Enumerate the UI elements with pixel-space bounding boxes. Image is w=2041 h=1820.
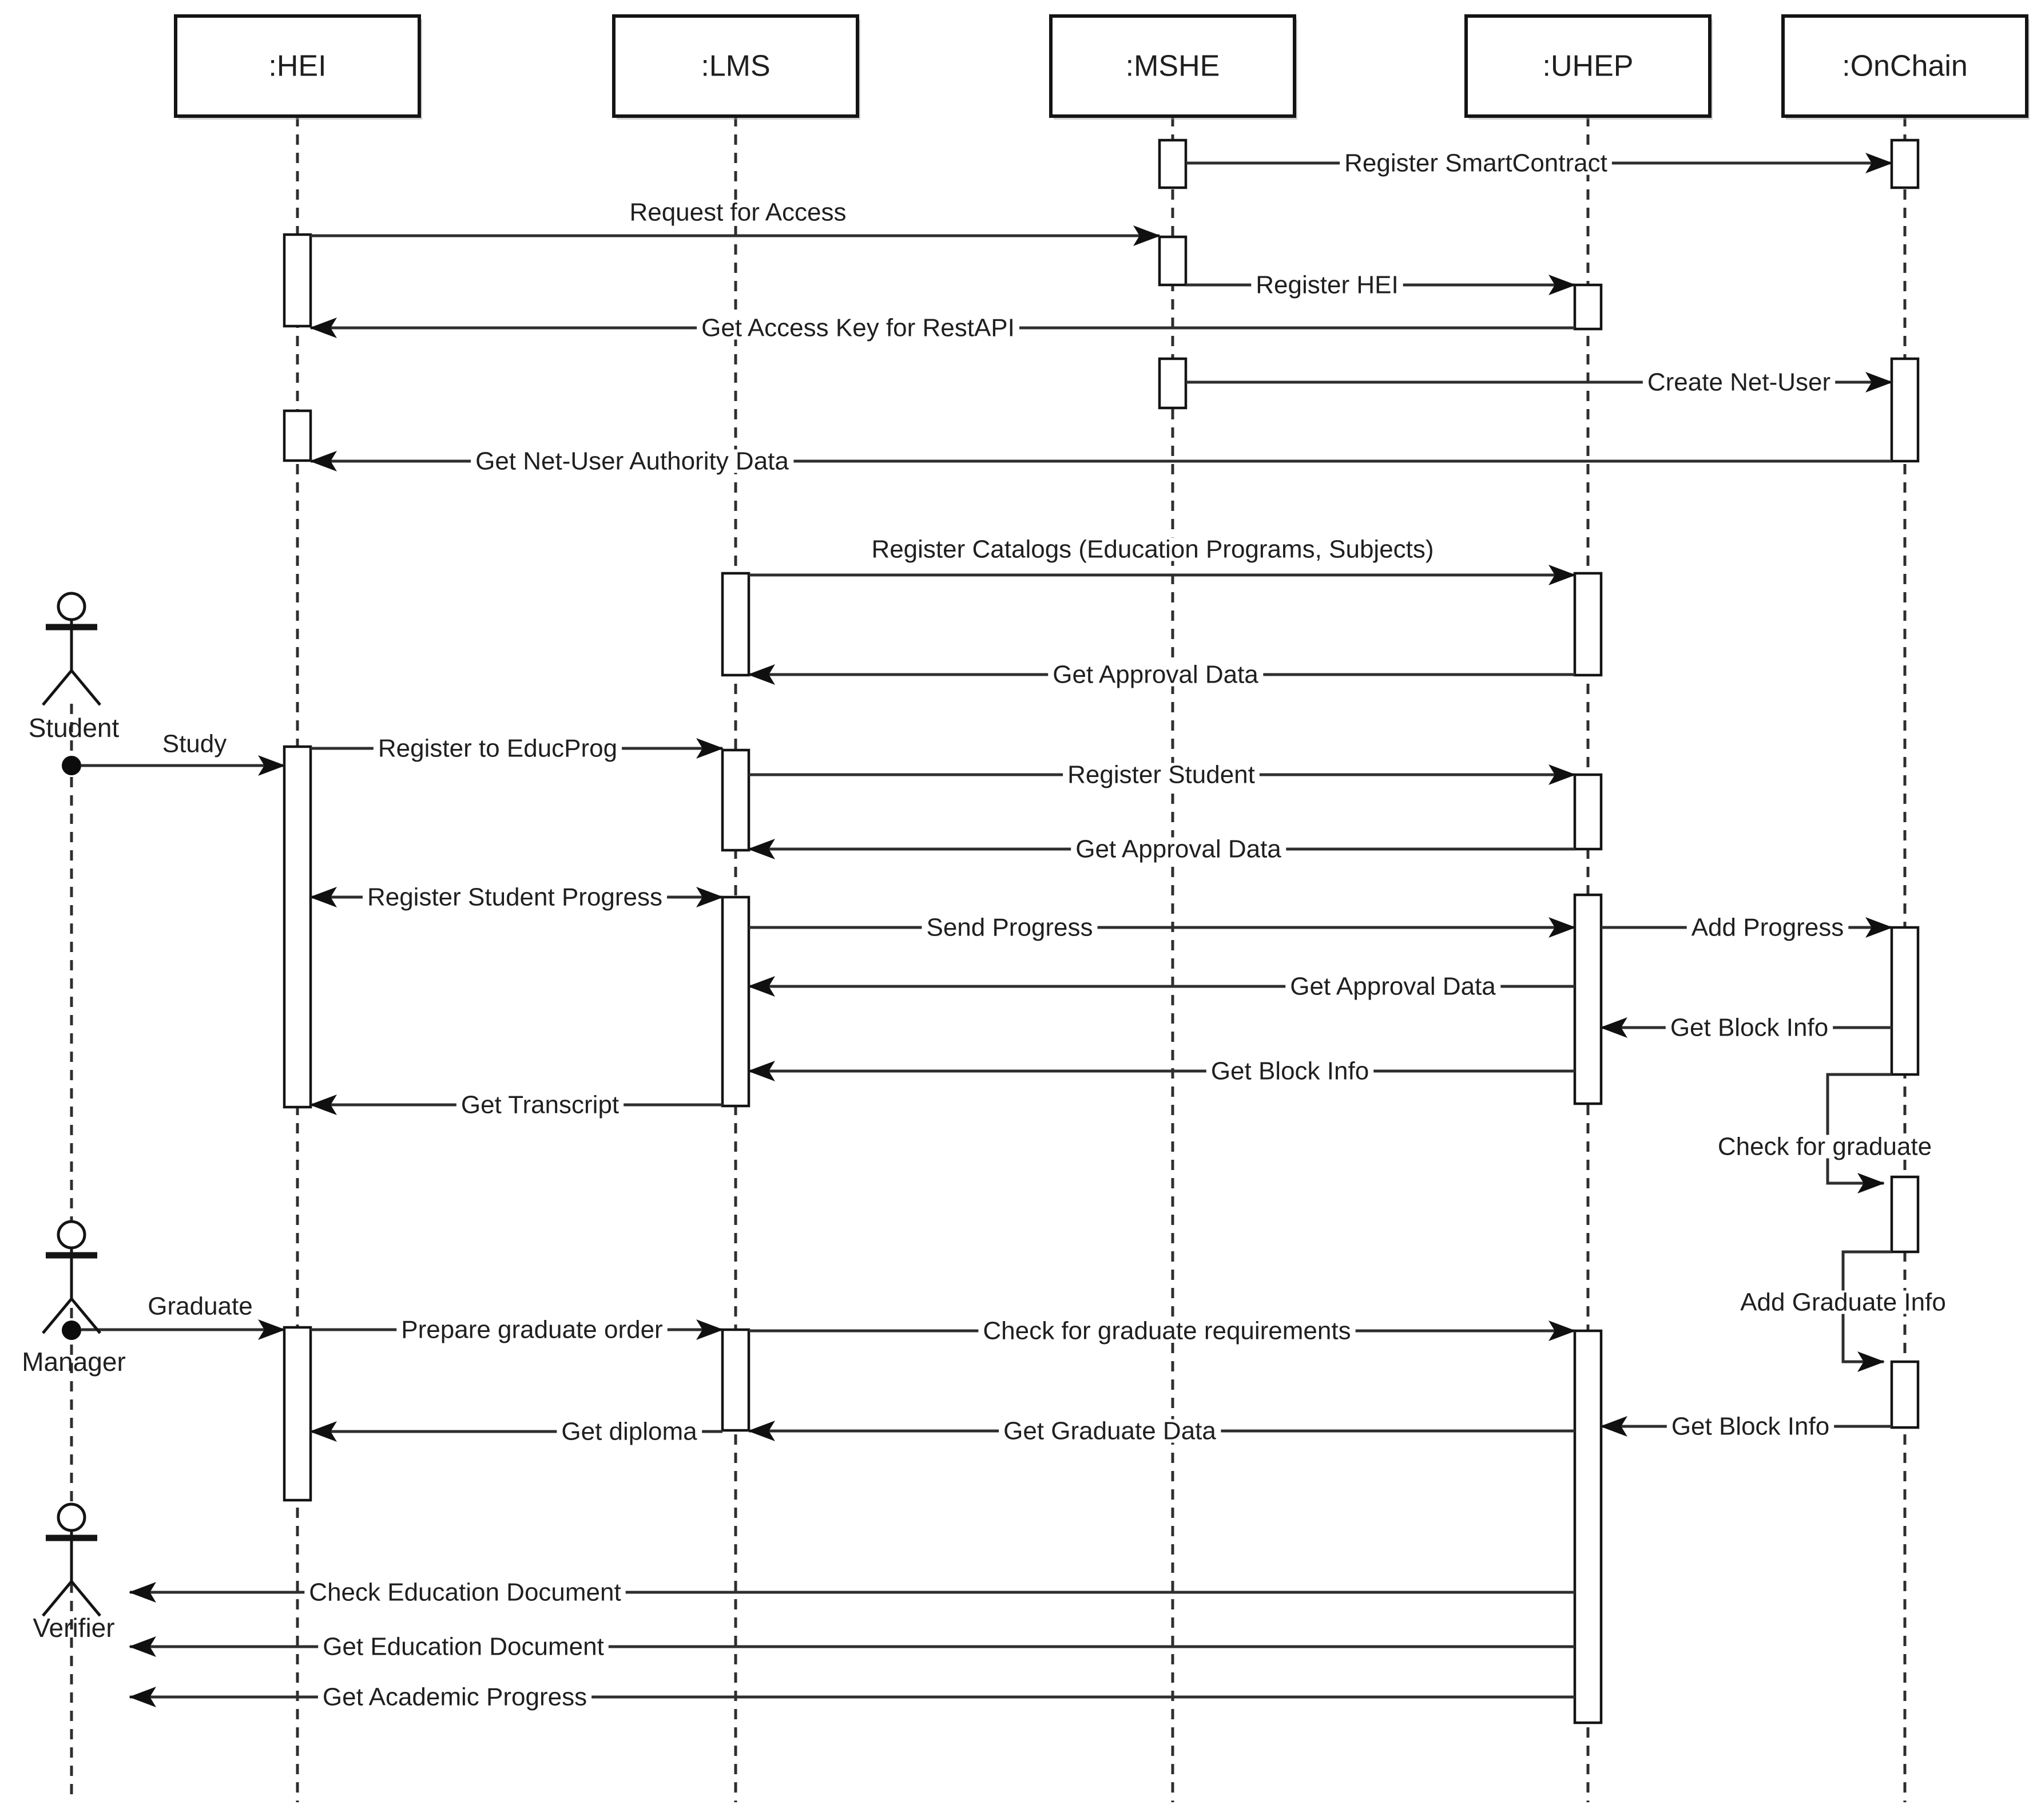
activation-lms-6	[722, 897, 749, 1106]
activation-mshe-8	[1160, 140, 1186, 188]
participant-label-uhep: :UHEP	[1542, 49, 1634, 83]
message-label-get-block-info: Get Block Info	[1210, 1057, 1369, 1085]
participant-label-lms: :LMS	[701, 49, 771, 83]
participant-label-onchain: :OnChain	[1842, 49, 1968, 83]
activation-hei-1	[284, 411, 311, 461]
activation-mshe-10	[1160, 359, 1186, 408]
message-label-register-smartcontract: Register SmartContract	[1344, 149, 1607, 177]
activation-mshe-9	[1160, 237, 1186, 285]
message-label-register-student: Register Student	[1067, 760, 1255, 789]
activation-uhep-13	[1575, 775, 1601, 849]
activation-onchain-17	[1892, 359, 1918, 461]
activation-hei-3	[284, 1327, 311, 1500]
message-label-register-to-educprog: Register to EducProg	[378, 734, 618, 763]
message-label-get-education-document: Get Education Document	[323, 1632, 604, 1661]
message-label-register-catalogs-education-programs-subjects: Register Catalogs (Education Programs, Subjects)	[871, 535, 1434, 564]
activation-uhep-12	[1575, 573, 1601, 675]
actor-label-student: Student	[28, 713, 120, 743]
message-label-register-hei: Register HEI	[1256, 271, 1399, 299]
activation-onchain-16	[1892, 140, 1918, 188]
activation-lms-5	[722, 750, 749, 850]
activation-lms-4	[722, 573, 749, 675]
participant-label-mshe: :MSHE	[1125, 49, 1220, 83]
activation-uhep-14	[1575, 895, 1601, 1104]
activation-hei-0	[284, 235, 311, 326]
activation-onchain-19	[1892, 1177, 1918, 1252]
actor-head-student	[58, 593, 85, 620]
participant-label-hei: :HEI	[268, 49, 327, 83]
actor-start-circle-manager	[62, 1321, 81, 1340]
message-label-check-for-graduate-requirements: Check for graduate requirements	[983, 1317, 1351, 1345]
activation-onchain-20	[1892, 1362, 1918, 1428]
message-label-get-block-info: Get Block Info	[1671, 1412, 1830, 1441]
message-label-study: Study	[162, 729, 227, 758]
message-label-check-education-document: Check Education Document	[309, 1578, 621, 1607]
message-label-register-student-progress: Register Student Progress	[367, 883, 663, 911]
activation-hei-2	[284, 747, 311, 1107]
message-label-check-for-graduate: Check for graduate	[1717, 1132, 1932, 1161]
actor-head-manager	[58, 1222, 85, 1248]
message-label-add-graduate-info: Add Graduate Info	[1740, 1288, 1946, 1317]
actor-label-verifier: Verifier	[33, 1613, 115, 1643]
actor-start-circle-student	[62, 756, 81, 775]
message-label-get-approval-data: Get Approval Data	[1053, 660, 1258, 689]
actor-label-manager: Manager	[22, 1347, 126, 1377]
actor-head-verifier	[58, 1504, 85, 1530]
message-label-get-approval-data: Get Approval Data	[1075, 835, 1281, 863]
activation-uhep-11	[1575, 285, 1601, 329]
message-label-prepare-graduate-order: Prepare graduate order	[401, 1315, 663, 1344]
message-label-get-approval-data: Get Approval Data	[1290, 972, 1496, 1001]
message-label-add-progress: Add Progress	[1691, 913, 1844, 942]
activation-uhep-15	[1575, 1331, 1601, 1723]
activation-lms-7	[722, 1330, 749, 1430]
message-label-send-progress: Send Progress	[926, 913, 1093, 942]
activation-onchain-18	[1892, 927, 1918, 1074]
message-label-get-access-key-for-restapi: Get Access Key for RestAPI	[701, 314, 1015, 342]
message-label-get-block-info: Get Block Info	[1670, 1013, 1829, 1042]
message-label-get-academic-progress: Get Academic Progress	[322, 1683, 587, 1711]
message-label-get-transcript: Get Transcript	[460, 1091, 620, 1119]
message-label-create-net-user: Create Net-User	[1647, 368, 1831, 396]
message-label-get-net-user-authority-data: Get Net-User Authority Data	[475, 447, 789, 475]
message-label-graduate: Graduate	[148, 1292, 253, 1321]
message-label-request-for-access: Request for Access	[629, 198, 847, 227]
message-label-get-diploma: Get diploma	[561, 1417, 697, 1446]
message-label-get-graduate-data: Get Graduate Data	[1003, 1417, 1216, 1445]
